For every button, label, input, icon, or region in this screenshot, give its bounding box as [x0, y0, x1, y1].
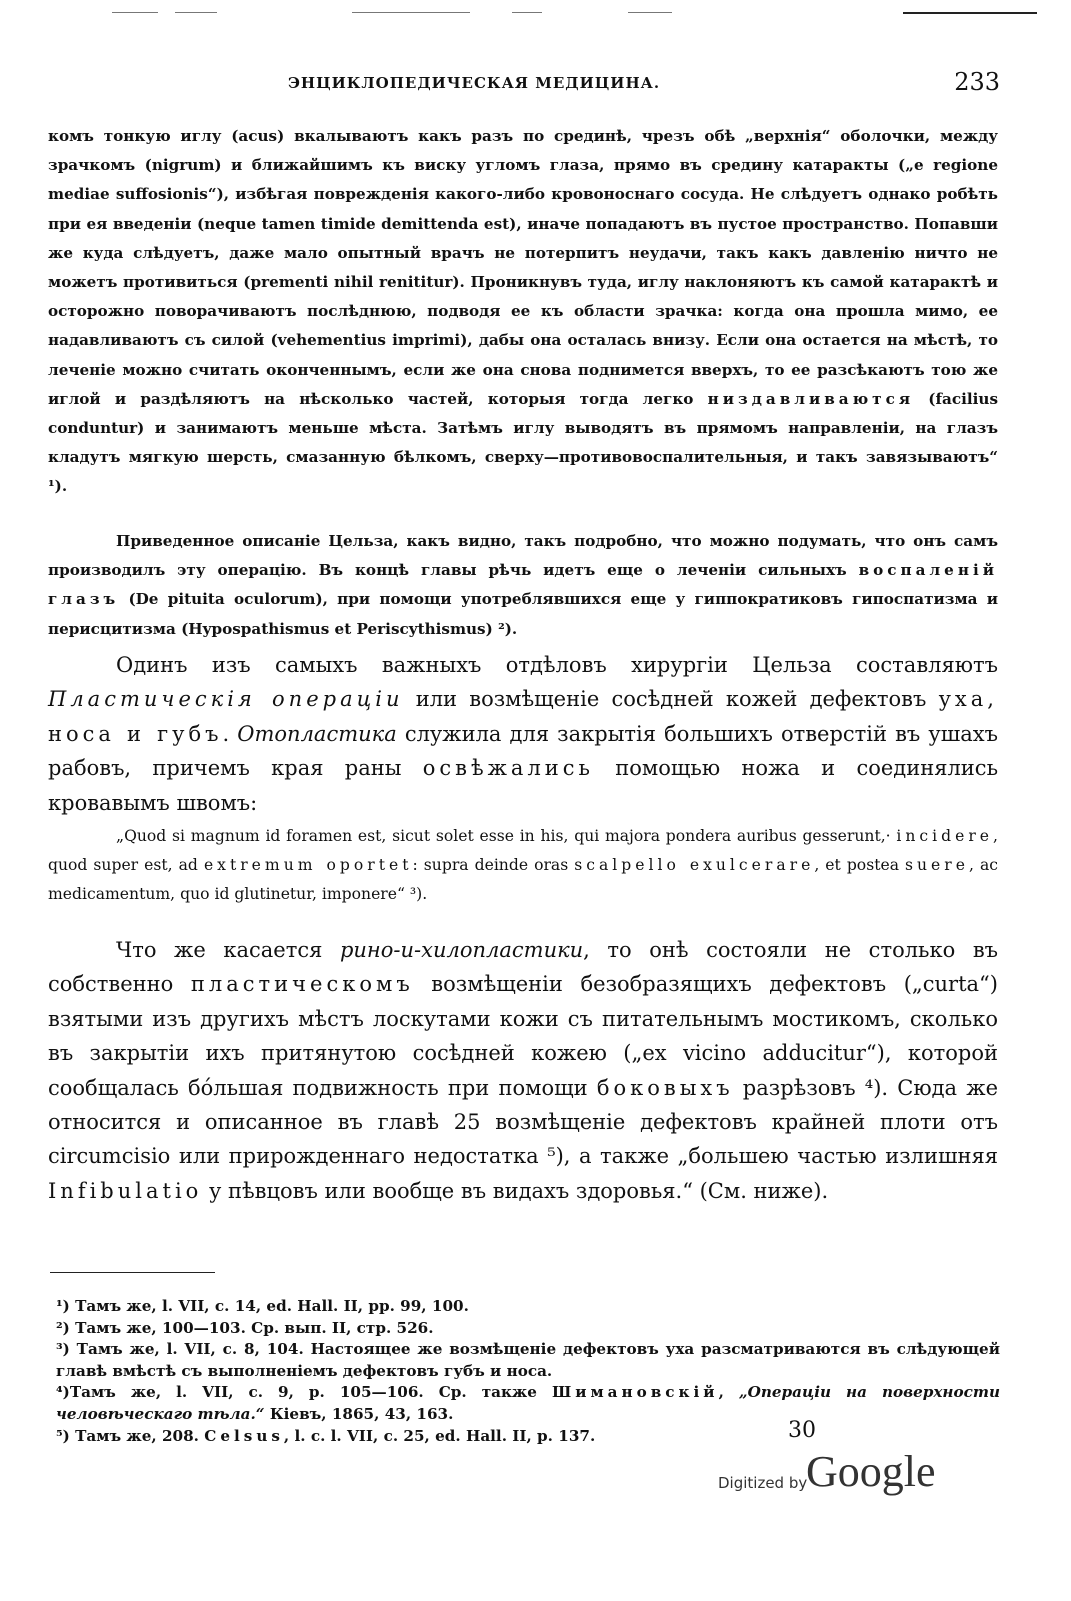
- paragraph-rhinoplasty: [48, 933, 998, 1208]
- quote-spaced-4: suere: [905, 856, 969, 875]
- footnote-5: [56, 1426, 1000, 1448]
- page-header: [50, 68, 1000, 102]
- watermark-logo: Google: [806, 1447, 936, 1496]
- p4-c: возмѣщеніи безобразящихъ дефектовъ („curta“) взятыми изъ другихъ мѣстъ лоскутами кожи съ питательнымъ мостикомъ, сколько въ закрытіи ихъ притянутою сосѣдней кожею („ex vicino adducitur“), которой сообщалась бо́льшая подвижность при помощи: [48, 972, 998, 1100]
- footnote-4-spaced: Шимановскій: [551, 1383, 719, 1402]
- footnote-4: [56, 1382, 1000, 1425]
- footnote-4-a: ⁴)Тамъ же, l. VII, c. 9, p. 105—106. Ср. также: [56, 1383, 552, 1402]
- quote-e: , ac medicamentum, quo id glutinetur, imponere“ ³).: [48, 856, 998, 904]
- p3-a: или возмѣщеніе сосѣдней кожей дефектовъ: [403, 687, 939, 712]
- top-rule-3: [352, 12, 470, 13]
- footnote-rule: [50, 1272, 215, 1273]
- quote-spaced-3: scalpello exulcerare: [574, 856, 815, 875]
- p1-text: комъ тонкую иглу (acus) вкалываютъ какъ разъ по срединѣ, чрезъ обѣ „верхнія“ оболочки, между зрачкомъ (nigrum) и ближайшимъ къ виску угломъ глаза, прямо въ средину катаракты („e regione mediae suffosionis“), избѣгая поврежденія какого-либо кровоноснаго сосуда. Не слѣдуетъ однако робѣть при ея введеніи (neque tamen timide demittenda est), иначе попадаютъ въ пустое пространство. Попавши же куда слѣдуетъ, даже мало опытный врачъ не потерпитъ неудачи, такъ какъ давленію ничто не можетъ противиться (prementi nihil renititur). Проникнувъ туда, иглу наклоняютъ къ самой катарактѣ и осторожно поворачиваютъ послѣднюю, подводя ее къ области зрачка: когда она прошла мимо, ее надавливаютъ съ силой (vehementius imprimi), дабы она осталась внизу. Если она остается на мѣстѣ, то леченіе можно считать оконченнымъ, если же она снова поднимется вверхъ, то ее разсѣкаютъ тою же иглой и раздѣляютъ на нѣсколько частей, которыя тогда легко: [48, 127, 998, 408]
- top-rule-1: [112, 12, 158, 13]
- p3-spaced-1: уха, носа и губъ: [48, 687, 998, 746]
- footnote-1: ¹) Тамъ же, l. VII, c. 14, ed. Hall. II, pp. 99, 100.: [56, 1297, 469, 1315]
- footnote-3: ³) Тамъ же, l. VII, c. 8, 104. Настоящее же возмѣщеніе дефектовъ уха разсматриваются въ слѣдующей главѣ вмѣстѣ съ выполненіемъ дефектовъ губъ и носа.: [56, 1340, 1000, 1380]
- quote-spaced-1: incidere: [896, 827, 994, 845]
- paragraph-celsus-description: [48, 527, 998, 644]
- p2-spaced: воспаленій глазъ: [48, 561, 998, 609]
- p2-a: Приведенное описаніе Цельза, какъ видно, такъ подробно, что можно подумать, что онъ самъ производилъ эту операцію. Въ концѣ главы рѣчь идетъ еще о леченіи сильныхъ: [48, 532, 998, 580]
- watermark-small-text: Digitized by: [718, 1474, 808, 1492]
- footnote-4-italic: „Операціи на поверхности человѣческаго тѣла.“: [56, 1383, 1000, 1423]
- paragraph-cataract: [48, 122, 998, 502]
- p2-b: (De pituita oculorum), при помощи употреблявшихся еще у гиппократиковъ гипоспатизма и перисцитизма (Hyposрathismus et Periscythismus) ²).: [48, 590, 998, 638]
- p4-e: у пѣвцовъ или вообще въ видахъ здоровья.“ (См. ниже).: [202, 1178, 829, 1203]
- footnote-2: ²) Тамъ же, 100—103. Ср. вып. II, стр. 526.: [56, 1318, 434, 1337]
- p3-d: помощью ножа и соединялись кровавымъ швомъ:: [48, 756, 998, 815]
- running-title: ЭНЦИКЛОПЕДИЧЕСКАЯ МЕДИЦИНА.: [288, 74, 661, 92]
- signature-mark: 30: [788, 1418, 816, 1443]
- p3-c: служила для закрытія большихъ отверстій въ ушахъ рабовъ, причемъ края раны: [48, 721, 998, 781]
- footnote-4-b: ,: [718, 1383, 739, 1402]
- p3-b: .: [222, 721, 238, 746]
- top-rule-6: [903, 12, 1037, 14]
- top-rule-2: [175, 12, 217, 13]
- p4-italic: рино-и-хилопластики: [339, 938, 584, 962]
- footnote-4-c: Кіевъ, 1865, 43, 163.: [264, 1404, 454, 1423]
- page-number: 233: [954, 68, 1000, 96]
- quote-c: : supra deinde oras: [412, 856, 575, 875]
- top-rule-4: [512, 12, 542, 13]
- p3-italic-1: Пластическія операціи: [48, 687, 404, 712]
- digitized-watermark: [708, 1446, 1068, 1516]
- quote-spaced-2: extremum oportet: [203, 856, 413, 875]
- footnote-5-a: ⁵) Тамъ же, 208.: [56, 1426, 205, 1445]
- p4-spaced-3: Infibulatio: [48, 1178, 203, 1203]
- quote-d: , et postea: [814, 856, 906, 875]
- quote-a: „Quod si magnum id foramen est, sicut solet esse in his, qui majora pondera auribus gesserunt,·: [116, 827, 897, 845]
- footnotes: [56, 1296, 1000, 1447]
- latin-quote: [48, 822, 998, 910]
- p1-rest: (facilius conduntur) и занимаютъ меньше мѣста. Затѣмъ иглу выводятъ въ прямомъ направленіи, на глазъ кладутъ мягкую шерсть, смазанную бѣлкомъ, сверху—противовоспалительныя, и такъ завязываютъ“ ¹).: [48, 389, 999, 496]
- p4-spaced-2: боковыхъ: [596, 1075, 734, 1100]
- p4-spaced-1: пластическомъ: [190, 972, 414, 997]
- quote-b: , quod super est, ad: [48, 827, 998, 875]
- p1-spaced: низдавливаются: [707, 389, 915, 408]
- footnote-5-spaced: Celsus: [204, 1426, 284, 1445]
- p4-d: разрѣзовъ ⁴). Сюда же относится и описанное въ главѣ 25 возмѣщеніе дефектовъ крайней плоти отъ circumcisio или прирожденнаго недостатка ⁵), а также „большею частью излишняя: [48, 1075, 998, 1169]
- p3-italic-2: Отопластика: [237, 721, 397, 746]
- top-rule-5: [628, 12, 672, 13]
- p4-a: Что же касается: [116, 938, 340, 962]
- p3-lead: Одинъ изъ самыхъ важныхъ отдѣловъ хирургіи Цельза составляютъ: [116, 653, 998, 677]
- p3-spaced-2: освѣжались: [422, 756, 594, 781]
- footnote-5-b: , l. c. l. VII, c. 25, ed. Hall. II, p. 137.: [283, 1426, 596, 1445]
- p4-b: , то онѣ состояли не столько въ собственно: [48, 938, 998, 997]
- paragraph-plastic-operations: [48, 648, 998, 820]
